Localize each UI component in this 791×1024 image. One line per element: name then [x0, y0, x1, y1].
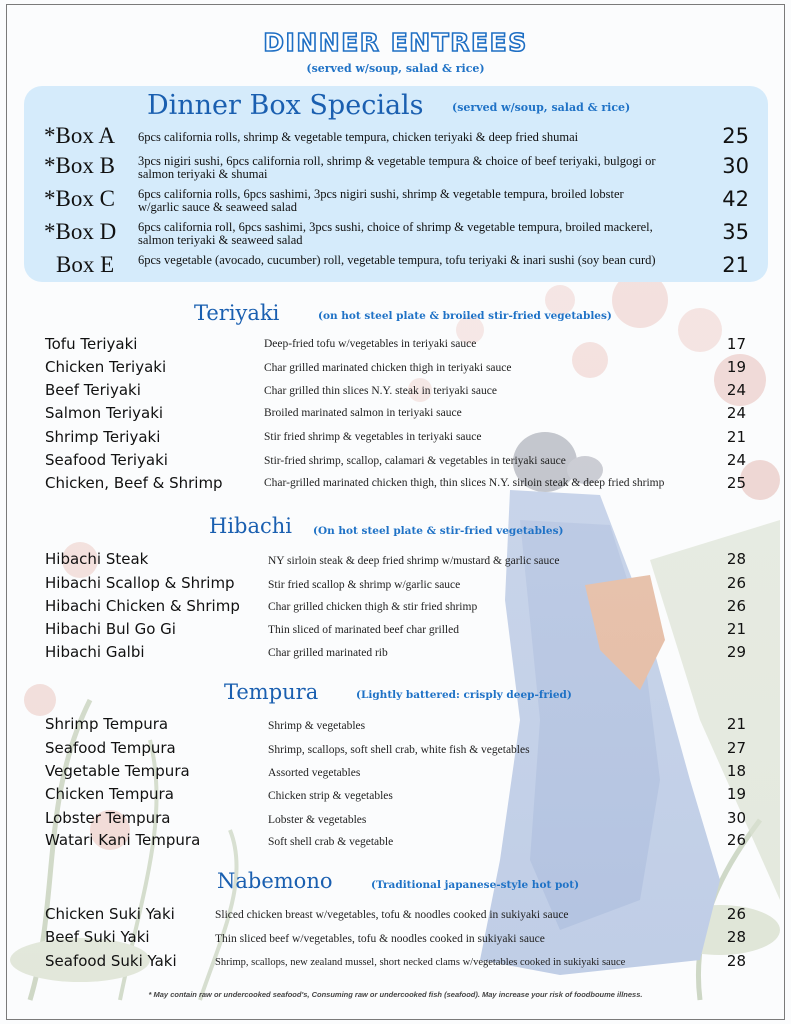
menu-item [0, 574, 791, 596]
menu-item [0, 474, 791, 496]
menu-item-desc: Char grilled chicken thigh & stir fried shrimp [268, 601, 478, 613]
menu-item-desc: Stir-fried shrimp, scallop, calamari & vegetables in teriyaki sauce [264, 455, 566, 467]
box-specials-title: Dinner Box Specials [147, 90, 424, 121]
menu-item-name: Salmon Teriyaki [45, 404, 164, 422]
menu-item-price: 28 [726, 952, 746, 970]
health-disclaimer: * May contain raw or undercooked seafood's, Consuming raw or undercooked fish (seafood). May increase your risk of foodboume illness. [148, 990, 643, 999]
menu-item [0, 715, 791, 737]
menu-item-price: 25 [726, 474, 746, 492]
menu-item-price: 24 [726, 381, 746, 399]
menu-item-name: Chicken, Beef & Shrimp [45, 474, 223, 492]
box-item-name: Box E [56, 252, 115, 277]
menu-item-name: Shrimp Teriyaki [45, 428, 161, 446]
menu-item [0, 451, 791, 473]
menu-item-price: 29 [726, 643, 746, 661]
menu-item [0, 428, 791, 450]
box-item-desc: 6pcs california rolls, 6pcs sashimi, 3pcs nigiri sushi, shrimp & vegetable tempura, broiled lobster w/garlic sauce & seaweed salad [138, 187, 624, 214]
menu-item-name: Vegetable Tempura [45, 762, 190, 780]
menu-item-name: Lobster Tempura [45, 809, 171, 827]
menu-item-desc: Shrimp & vegetables [268, 720, 366, 732]
box-item [0, 186, 791, 220]
box-item-name: *Box C [44, 186, 115, 211]
menu-item-price: 21 [726, 428, 746, 446]
menu-item-desc: Sliced chicken breast w/vegetables, tofu & noodles cooked in sukiyaki sauce [215, 909, 569, 921]
menu-item-name: Hibachi Steak [45, 550, 149, 568]
menu-item-desc: Thin sliced of marinated beef char grilled [268, 624, 459, 636]
menu-item-price: 30 [726, 809, 746, 827]
menu-item-desc: NY sirloin steak & deep fried shrimp w/mustard & garlic sauce [268, 555, 560, 567]
menu-item-desc: Chicken strip & vegetables [268, 790, 393, 802]
menu-item-desc: Char grilled thin slices N.Y. steak in teriyaki sauce [264, 385, 497, 397]
menu-item-name: Tofu Teriyaki [45, 335, 138, 353]
box-item [0, 252, 791, 286]
menu-item-price: 26 [726, 574, 746, 592]
nabemono-title: Nabemono [217, 869, 333, 893]
box-item [0, 123, 791, 157]
menu-item-price: 17 [726, 335, 746, 353]
menu-item-price: 21 [726, 620, 746, 638]
menu-item-desc: Deep-fried tofu w/vegetables in teriyaki sauce [264, 338, 477, 350]
nabemono-subtitle: (Traditional japanese-style hot pot) [371, 879, 580, 891]
box-item-desc: 6pcs vegetable (avocado, cucumber) roll, vegetable tempura, tofu teriyaki & inari sushi (soy bean curd) [138, 253, 656, 267]
menu-item-price: 18 [726, 762, 746, 780]
menu-item [0, 620, 791, 642]
menu-item-desc: Broiled marinated salmon in teriyaki sauce [264, 407, 462, 419]
menu-item-price: 28 [726, 928, 746, 946]
menu-item [0, 358, 791, 380]
menu-item-name: Shrimp Tempura [45, 715, 169, 733]
box-item-desc: 6pcs california rolls, shrimp & vegetable tempura, chicken teriyaki & deep fried shumai [138, 130, 579, 144]
box-item [0, 153, 791, 187]
menu-item-name: Hibachi Bul Go Gi [45, 620, 176, 638]
menu-item [0, 381, 791, 403]
box-specials-subtitle: (served w/soup, salad & rice) [452, 101, 631, 114]
menu-item [0, 928, 791, 950]
menu-item-price: 21 [726, 715, 746, 733]
menu-item [0, 739, 791, 761]
menu-item [0, 643, 791, 665]
menu-item [0, 952, 791, 974]
menu-item-name: Chicken Tempura [45, 785, 174, 803]
menu-item-price: 27 [726, 739, 746, 757]
menu-item-desc: Lobster & vegetables [268, 814, 367, 826]
menu-item-desc: Stir fried scallop & shrimp w/garlic sauce [268, 579, 461, 591]
teriyaki-subtitle: (on hot steel plate & broiled stir-fried vegetables) [318, 310, 612, 322]
menu-item-desc: Shrimp, scallops, new zealand mussel, short necked clams w/vegetables cooked in sukiyaki sauce [215, 957, 626, 968]
menu-item-desc: Assorted vegetables [268, 767, 361, 779]
menu-item-desc: Char-grilled marinated chicken thigh, thin slices N.Y. sirloin steak & deep fried shrimp [264, 477, 665, 489]
menu-item-price: 19 [726, 358, 746, 376]
tempura-subtitle: (Lightly battered: crisply deep-fried) [356, 689, 572, 701]
menu-item-desc: Char grilled marinated rib [268, 647, 388, 659]
menu-item [0, 831, 791, 853]
box-item-price: 30 [722, 154, 749, 178]
box-item-name: *Box D [44, 219, 117, 244]
menu-item-name: Hibachi Galbi [45, 643, 145, 661]
menu-item-name: Hibachi Chicken & Shrimp [45, 597, 240, 615]
menu-item-name: Seafood Teriyaki [45, 451, 168, 469]
box-item-price: 42 [722, 187, 749, 211]
menu-item [0, 597, 791, 619]
menu-item-price: 19 [726, 785, 746, 803]
box-item-desc: 3pcs nigiri sushi, 6pcs california roll, shrimp & vegetable tempura & choice of beef teriyaki, bulgogi or salmon teriyaki & shumai [138, 154, 656, 181]
page-subtitle: (served w/soup, salad & rice) [306, 62, 485, 75]
menu-item-name: Beef Teriyaki [45, 381, 141, 399]
menu-item-desc: Soft shell crab & vegetable [268, 836, 394, 848]
menu-item-price: 24 [726, 404, 746, 422]
box-item-desc: 6pcs california roll, 6pcs sashimi, 3pcs sushi, choice of shrimp & vegetable tempura, broiled mackerel, salmon teriyaki & seaweed salad [138, 220, 653, 247]
menu-item [0, 550, 791, 572]
menu-item [0, 762, 791, 784]
menu-item-desc: Stir fried shrimp & vegetables in teriyaki sauce [264, 431, 482, 443]
menu-item-price: 26 [726, 905, 746, 923]
menu-item-price: 26 [726, 831, 746, 849]
menu-item-price: 24 [726, 451, 746, 469]
menu-item-name: Chicken Suki Yaki [45, 905, 175, 923]
box-item-price: 21 [722, 253, 749, 277]
box-item-name: *Box B [44, 153, 115, 178]
box-item-name: *Box A [44, 123, 115, 148]
menu-item-desc: Shrimp, scallops, soft shell crab, white fish & vegetables [268, 744, 530, 756]
menu-item [0, 905, 791, 927]
menu-item-name: Seafood Tempura [45, 739, 176, 757]
menu-item [0, 785, 791, 807]
hibachi-subtitle: (On hot steel plate & stir-fried vegetables) [313, 525, 564, 537]
box-item-price: 25 [722, 124, 749, 148]
menu-item-name: Watari Kani Tempura [45, 831, 201, 849]
menu-item-price: 26 [726, 597, 746, 615]
menu-item [0, 335, 791, 357]
menu-item-name: Seafood Suki Yaki [45, 952, 177, 970]
box-item [0, 219, 791, 253]
menu-item-desc: Char grilled marinated chicken thigh in teriyaki sauce [264, 362, 512, 374]
menu-item-name: Beef Suki Yaki [45, 928, 150, 946]
menu-item-name: Hibachi Scallop & Shrimp [45, 574, 235, 592]
menu-item [0, 809, 791, 831]
tempura-title: Tempura [224, 680, 319, 704]
hibachi-title: Hibachi [209, 514, 292, 538]
page-title: DINNER ENTREES [263, 28, 528, 57]
menu-item-desc: Thin sliced beef w/vegetables, tofu & noodles cooked in sukiyaki sauce [215, 933, 545, 945]
menu-item-name: Chicken Teriyaki [45, 358, 167, 376]
menu-item-price: 28 [726, 550, 746, 568]
box-item-price: 35 [722, 220, 749, 244]
menu-item [0, 404, 791, 426]
teriyaki-title: Teriyaki [194, 301, 280, 325]
